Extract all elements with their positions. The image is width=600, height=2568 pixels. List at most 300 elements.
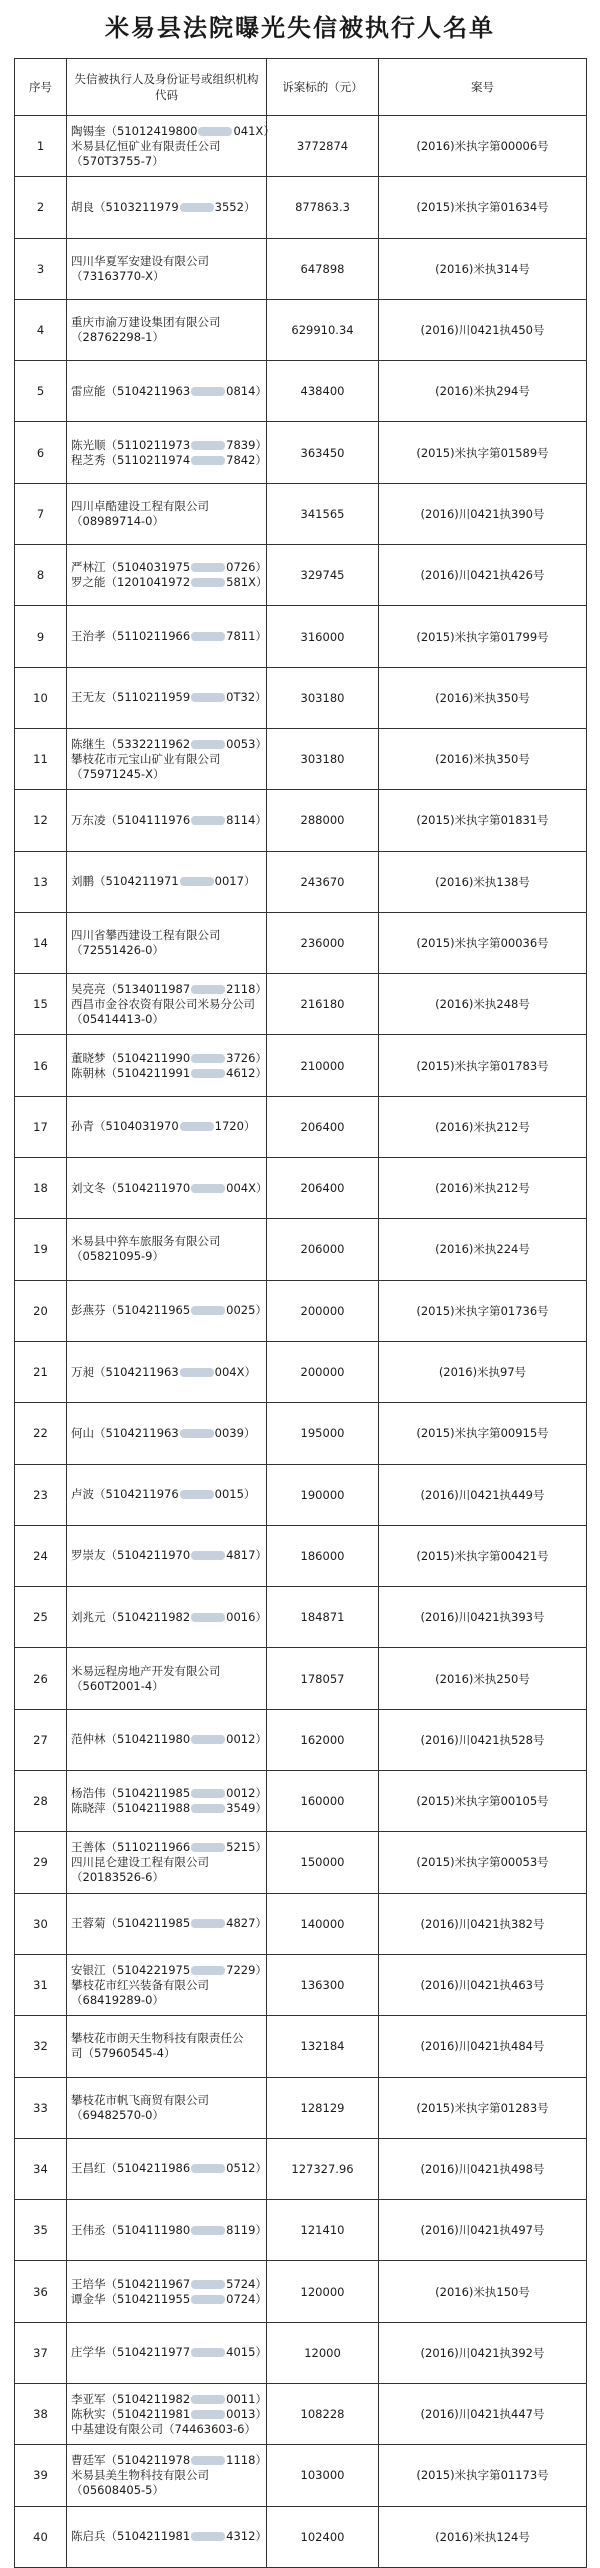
party-line (71, 1487, 262, 1502)
amount-cell: 121410 (267, 2200, 379, 2261)
party-id-tail: 1720） (214, 1119, 256, 1134)
table-row (15, 1648, 587, 1709)
redaction-blur (180, 1429, 214, 1438)
party-line (71, 1050, 267, 1066)
party-text: 安银江（5104221975 (71, 1962, 191, 1977)
amount-cell: 303180 (267, 667, 379, 728)
row-number: 32 (15, 2016, 67, 2077)
party-cell (67, 1954, 267, 2015)
case-number-cell: (2015)米执字第01799号 (379, 606, 587, 667)
case-number-cell: (2016)川0421执449号 (379, 1464, 587, 1525)
amount-cell: 12000 (267, 2322, 379, 2383)
amount-cell: 140000 (267, 1893, 379, 1954)
party-text: 程芝秀（5110211974 (71, 452, 191, 467)
party-line (71, 943, 262, 958)
party-line (71, 200, 262, 215)
party-cell (67, 1035, 267, 1096)
party-text: 刘兆元（5104211982 (71, 1609, 191, 1624)
redaction-blur (191, 632, 225, 641)
redaction-blur (191, 2295, 225, 2304)
party-line (71, 1839, 267, 1855)
party-text: 李亚军（5104211982 (71, 2391, 191, 2406)
party-text: 四川卓酷建设工程有限公司 (71, 498, 209, 513)
party-text: （28762298-1） (71, 330, 164, 345)
party-id-tail: 1118） (226, 2452, 267, 2467)
row-number: 21 (15, 1341, 67, 1402)
table-row (15, 912, 587, 973)
party-id-tail: 0039） (214, 1425, 256, 1440)
party-id-tail: 0012） (226, 1786, 267, 1801)
row-number: 1 (15, 116, 67, 177)
case-number-cell: (2015)米执字第01589号 (379, 422, 587, 483)
amount-cell: 3772874 (267, 116, 379, 177)
party-id-tail: 0512） (226, 2161, 267, 2176)
redaction-blur (191, 2348, 225, 2357)
party-line (71, 560, 267, 575)
amount-cell: 288000 (267, 790, 379, 851)
party-text: 庄学华（5104211977 (71, 2345, 191, 2360)
redaction-blur (198, 127, 232, 136)
party-cell (67, 177, 267, 238)
party-line (71, 154, 262, 169)
case-number-cell: (2016)川0421执498号 (379, 2138, 587, 2199)
party-line (71, 383, 267, 399)
party-text: （05608405-5） (71, 2482, 164, 2497)
case-number-cell: (2016)川0421执484号 (379, 2016, 587, 2077)
party-id-tail: 0013） (226, 2406, 267, 2421)
case-number-cell: (2016)米执314号 (379, 238, 587, 299)
party-cell (67, 2445, 267, 2506)
redaction-blur (191, 441, 225, 450)
party-cell (67, 361, 267, 422)
party-line (71, 1786, 267, 1801)
header-case: 案号 (379, 59, 587, 116)
amount-cell: 316000 (267, 606, 379, 667)
row-number: 29 (15, 1832, 67, 1893)
case-number-cell: (2016)米执350号 (379, 667, 587, 728)
party-line (71, 1664, 262, 1679)
case-number-cell: (2016)米执294号 (379, 361, 587, 422)
row-number: 22 (15, 1403, 67, 1464)
redaction-blur (191, 2395, 225, 2404)
party-text: 卢波（5104211976 (71, 1487, 179, 1502)
amount-cell: 136300 (267, 1954, 379, 2015)
party-cell (67, 1403, 267, 1464)
party-text: 陈光顺（5110211973 (71, 437, 191, 452)
party-cell (67, 1280, 267, 1341)
row-number: 12 (15, 790, 67, 851)
table-row (15, 1954, 587, 2015)
party-line (71, 1119, 262, 1134)
row-number: 13 (15, 851, 67, 912)
case-number-cell: (2016)川0421执393号 (379, 1587, 587, 1648)
party-line (71, 1962, 267, 1978)
case-number-cell: (2016)米执350号 (379, 728, 587, 789)
amount-cell: 184871 (267, 1587, 379, 1648)
party-line (71, 736, 267, 752)
amount-cell: 178057 (267, 1648, 379, 1709)
party-text: 杨浩伟（5104211985 (71, 1786, 191, 1801)
redaction-blur (180, 203, 214, 212)
row-number: 17 (15, 1096, 67, 1157)
table-row (15, 1158, 587, 1219)
row-number: 8 (15, 545, 67, 606)
case-number-cell: (2016)川0421执392号 (379, 2322, 587, 2383)
party-line (71, 2391, 267, 2407)
party-id-tail: 581X） (226, 575, 268, 590)
party-line (71, 1065, 267, 1081)
case-number-cell: (2016)川0421执390号 (379, 483, 587, 544)
case-number-cell: (2015)米执字第01173号 (379, 2445, 587, 2506)
party-text: 王伟丞（5104111980 (71, 2222, 191, 2237)
party-id-tail: 0025） (226, 1303, 267, 1318)
party-text: （75971245-X） (71, 766, 165, 781)
party-cell (67, 1158, 267, 1219)
table-row (15, 483, 587, 544)
party-line (71, 254, 262, 269)
row-number: 2 (15, 177, 67, 238)
case-number-cell: (2016)米执138号 (379, 851, 587, 912)
case-number-cell: (2015)米执字第01634号 (379, 177, 587, 238)
party-line (71, 2345, 267, 2360)
case-number-cell: (2016)米执字第00006号 (379, 116, 587, 177)
amount-cell: 160000 (267, 1771, 379, 1832)
party-line (71, 690, 267, 705)
row-number: 5 (15, 361, 67, 422)
party-text: 万东凌（5104111976 (71, 812, 191, 827)
case-number-cell: (2016)米执97号 (379, 1341, 587, 1402)
party-cell (67, 2077, 267, 2138)
party-id-tail: 0011） (226, 2391, 267, 2406)
case-number-cell: (2016)米执248号 (379, 974, 587, 1035)
redaction-blur (191, 578, 225, 587)
party-id-tail: 3726） (226, 1050, 267, 1065)
table-row (15, 2200, 587, 2261)
party-text: 王蓉菊（5104211985 (71, 1916, 191, 1931)
debtor-table (14, 58, 587, 2568)
party-text: （560T2001-4） (71, 1678, 164, 1693)
party-cell (67, 1219, 267, 1280)
table-row (15, 1525, 587, 1586)
table-row (15, 238, 587, 299)
party-line (71, 269, 262, 284)
row-number: 28 (15, 1771, 67, 1832)
redaction-blur (191, 693, 225, 702)
party-id-tail: 5215） (226, 1839, 267, 1854)
table-row (15, 299, 587, 360)
party-text: 攀枝花市帆飞商贸有限公司 (71, 2092, 209, 2107)
party-text: 何山（5104211963 (71, 1425, 179, 1440)
row-number: 36 (15, 2261, 67, 2322)
case-number-cell: (2016)米执250号 (379, 1648, 587, 1709)
party-line (71, 2108, 262, 2123)
redaction-blur (191, 1789, 225, 1798)
amount-cell: 629910.34 (267, 299, 379, 360)
party-line (71, 2276, 267, 2292)
table-row (15, 1709, 587, 1770)
page-title: 米易县法院曝光失信被执行人名单 (105, 14, 495, 42)
table-header-row (15, 59, 587, 116)
party-line (71, 1609, 267, 1625)
party-text: 吴亮亮（5134011987 (71, 981, 191, 996)
party-id-tail: 0T32） (226, 690, 267, 705)
party-line (71, 2046, 262, 2061)
party-line (71, 1426, 262, 1441)
party-text: （05821095-9） (71, 1249, 164, 1264)
table-row (15, 974, 587, 1035)
redaction-blur (191, 2164, 225, 2173)
party-line (71, 1249, 262, 1264)
party-text: 董晓梦（5104211990 (71, 1050, 191, 1065)
redaction-blur (191, 387, 225, 396)
redaction-blur (191, 1306, 225, 1315)
party-text: 彭燕芬（5104211965 (71, 1303, 191, 1318)
case-number-cell: (2016)川0421执463号 (379, 1954, 587, 2015)
party-text: 严林江（5104031975 (71, 560, 191, 575)
amount-cell: 108228 (267, 2383, 379, 2444)
case-number-cell: (2016)川0421执426号 (379, 545, 587, 606)
party-line (71, 330, 262, 345)
party-id-tail: 4612） (226, 1065, 267, 1080)
table-row (15, 1771, 587, 1832)
party-text: 米易县美生物科技有限公司 (71, 2467, 209, 2482)
party-id-tail: 0053） (226, 736, 267, 751)
amount-cell: 186000 (267, 1525, 379, 1586)
party-line (71, 1978, 262, 1993)
party-cell (67, 1893, 267, 1954)
party-cell (67, 1341, 267, 1402)
redaction-blur (180, 1490, 214, 1499)
party-text: （570T3755-7） (71, 153, 164, 168)
party-line (71, 2452, 267, 2468)
party-text: 范仲林（5104211980 (71, 1732, 191, 1747)
party-id-tail: 004X） (226, 1180, 268, 1195)
redaction-blur (191, 2280, 225, 2289)
party-line (71, 752, 262, 767)
table-row (15, 1341, 587, 1402)
party-id-tail: 0726） (226, 560, 267, 575)
amount-cell: 210000 (267, 1035, 379, 1096)
party-cell (67, 851, 267, 912)
party-text: （72551426-0） (71, 943, 164, 957)
header-no: 序号 (15, 59, 67, 116)
row-number: 34 (15, 2138, 67, 2199)
party-text: 罗之能（1201041972 (71, 575, 191, 590)
redaction-blur (180, 877, 214, 886)
table-row (15, 606, 587, 667)
redaction-blur (191, 2456, 225, 2465)
row-number: 40 (15, 2506, 67, 2567)
party-text: 王治孝（5110211966 (71, 629, 191, 644)
party-text: 四川昆仑建设工程有限公司 (71, 1854, 209, 1869)
party-id-tail: 5724） (226, 2276, 267, 2291)
party-line (71, 1365, 262, 1380)
row-number: 27 (15, 1709, 67, 1770)
redaction-blur (191, 816, 225, 825)
amount-cell: 102400 (267, 2506, 379, 2567)
party-cell (67, 2322, 267, 2383)
case-number-cell: (2015)米执字第00053号 (379, 1832, 587, 1893)
party-cell (67, 1648, 267, 1709)
table-row (15, 2506, 587, 2567)
party-line (71, 2483, 262, 2498)
party-cell (67, 1709, 267, 1770)
case-number-cell: (2015)米执字第01783号 (379, 1035, 587, 1096)
amount-cell: 200000 (267, 1280, 379, 1341)
party-cell (67, 606, 267, 667)
amount-cell: 128129 (267, 2077, 379, 2138)
party-text: 攀枝花市元宝山矿业有限公司 (71, 751, 221, 766)
party-line (71, 2291, 267, 2307)
case-number-cell: (2016)米执124号 (379, 2506, 587, 2567)
table-body (15, 116, 587, 2568)
party-cell (67, 2261, 267, 2322)
party-line (71, 499, 262, 514)
party-id-tail: 0814） (226, 383, 267, 398)
case-number-cell: (2015)米执字第01736号 (379, 1280, 587, 1341)
amount-cell: 438400 (267, 361, 379, 422)
case-number-cell: (2016)米执224号 (379, 1219, 587, 1280)
party-line (71, 1303, 267, 1318)
amount-cell: 127327.96 (267, 2138, 379, 2199)
amount-cell: 103000 (267, 2445, 379, 2506)
party-line (71, 1548, 267, 1563)
party-text: 米易县中猝车旅服务有限公司 (71, 1234, 221, 1249)
party-line (71, 1180, 268, 1196)
party-text: 陈朝林（5104211991 (71, 1065, 191, 1080)
redaction-blur (191, 740, 225, 749)
party-text: 重庆市渝万建设集团有限公司 (71, 315, 221, 330)
party-cell (67, 2138, 267, 2199)
row-number: 9 (15, 606, 67, 667)
party-line (71, 2222, 267, 2238)
party-text: （73163770-X） (71, 268, 165, 283)
table-row (15, 2261, 587, 2322)
redaction-blur (191, 456, 225, 465)
table-row (15, 790, 587, 851)
amount-cell: 206400 (267, 1158, 379, 1219)
table-row (15, 422, 587, 483)
row-number: 19 (15, 1219, 67, 1280)
case-number-cell: (2016)米执212号 (379, 1158, 587, 1219)
header-amount: 诉案标的（元） (267, 59, 379, 116)
party-text: 陶锡奎（51012419800 (71, 123, 198, 138)
redaction-blur (180, 1122, 214, 1131)
amount-cell: 206000 (267, 1219, 379, 1280)
case-number-cell: (2015)米执字第01831号 (379, 790, 587, 851)
party-line (71, 629, 267, 644)
table-row (15, 545, 587, 606)
case-number-cell: (2016)川0421执528号 (379, 1709, 587, 1770)
party-id-tail: 0016） (226, 1609, 267, 1624)
party-cell (67, 422, 267, 483)
table-row (15, 1096, 587, 1157)
party-text: 孙青（5104031970 (71, 1119, 179, 1134)
row-number: 10 (15, 667, 67, 728)
amount-cell: 877863.3 (267, 177, 379, 238)
party-text: 王昌红（5104211986 (71, 2161, 191, 2176)
party-line (71, 1916, 267, 1931)
table-row (15, 1280, 587, 1341)
party-line (71, 514, 262, 529)
row-number: 24 (15, 1525, 67, 1586)
party-cell (67, 1464, 267, 1525)
table-row (15, 116, 587, 177)
party-cell (67, 299, 267, 360)
amount-cell: 132184 (267, 2016, 379, 2077)
table-row (15, 2445, 587, 2506)
row-number: 25 (15, 1587, 67, 1648)
party-text: 万昶（5104211963 (71, 1364, 179, 1379)
table-row (15, 1832, 587, 1893)
amount-cell: 647898 (267, 238, 379, 299)
party-id-tail: 8114） (226, 812, 267, 827)
row-number: 31 (15, 1954, 67, 2015)
party-text: 中基建设有限公司（74463603-6） (71, 2421, 256, 2436)
party-text: 王无友（5110211959 (71, 690, 191, 705)
party-text: 攀枝花市红兴装备有限公司 (71, 1977, 209, 1992)
party-line (71, 928, 262, 943)
party-text: 米易县亿恒矿业有限责任公司 (71, 138, 221, 153)
redaction-blur (191, 1551, 225, 1560)
party-text: 胡良（5103211979 (71, 199, 179, 214)
party-id-tail: 4817） (226, 1548, 267, 1563)
party-cell (67, 545, 267, 606)
party-id-tail: 0017） (214, 874, 256, 889)
table-row (15, 177, 587, 238)
table-row (15, 728, 587, 789)
row-number: 35 (15, 2200, 67, 2261)
party-line (71, 575, 268, 590)
table-row (15, 2138, 587, 2199)
case-number-cell: (2015)米执字第00915号 (379, 1403, 587, 1464)
party-line (71, 2422, 262, 2437)
party-line (71, 2161, 267, 2176)
table-row (15, 361, 587, 422)
redaction-blur (191, 1069, 225, 1078)
party-cell (67, 483, 267, 544)
party-line (71, 2093, 262, 2108)
case-number-cell: (2015)米执字第00036号 (379, 912, 587, 973)
row-number: 39 (15, 2445, 67, 2506)
party-text: （05414413-0） (71, 1011, 164, 1026)
party-cell (67, 2016, 267, 2077)
party-text: 西昌市金谷农资有限公司米易分公司 (71, 996, 255, 1011)
table-row (15, 2322, 587, 2383)
party-line (71, 874, 262, 889)
table-row (15, 667, 587, 728)
amount-cell: 341565 (267, 483, 379, 544)
row-number: 15 (15, 974, 67, 1035)
party-cell (67, 912, 267, 973)
party-cell (67, 238, 267, 299)
party-text: 王善体（5110211966 (71, 1839, 191, 1854)
table-row (15, 851, 587, 912)
redaction-blur (191, 1804, 225, 1813)
party-id-tail: 3552） (214, 199, 256, 214)
table-row (15, 2016, 587, 2077)
table-row (15, 2077, 587, 2138)
row-number: 20 (15, 1280, 67, 1341)
table-row (15, 1219, 587, 1280)
amount-cell: 190000 (267, 1464, 379, 1525)
row-number: 3 (15, 238, 67, 299)
redaction-blur (191, 1735, 225, 1744)
party-text: 司（57960545-4） (71, 2046, 176, 2061)
case-number-cell: (2016)川0421执450号 (379, 299, 587, 360)
party-line (71, 452, 267, 468)
party-cell (67, 790, 267, 851)
